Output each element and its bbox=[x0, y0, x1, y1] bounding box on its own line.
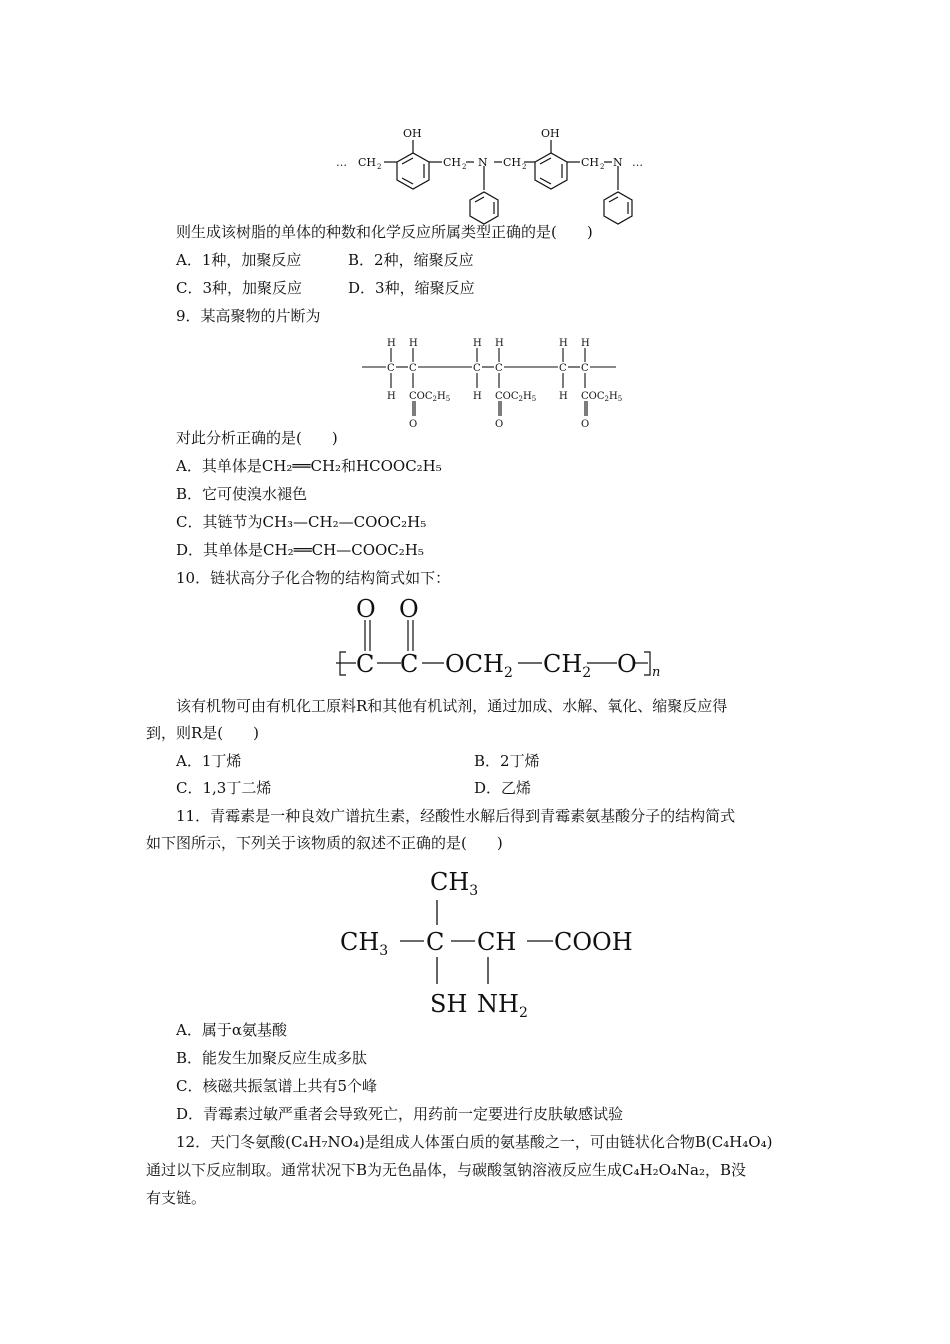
svg-text:H: H bbox=[473, 391, 482, 402]
svg-text:2: 2 bbox=[377, 163, 382, 171]
n-label: N bbox=[478, 156, 488, 169]
q10-option-c[interactable]: C．1,3丁二烯 bbox=[176, 779, 272, 797]
svg-text:O: O bbox=[617, 650, 637, 678]
q10-option-a[interactable]: A．1丁烯 bbox=[176, 752, 242, 770]
dots-label: … bbox=[336, 156, 347, 169]
svg-text:OCH2: $OCH_2$ bbox=[445, 650, 513, 681]
q9-option-c[interactable]: C．其链节为CH₃—CH₂—COOC₂H₅ bbox=[176, 513, 427, 531]
ch2-label: CH bbox=[503, 156, 522, 169]
q10-option-d[interactable]: D．乙烯 bbox=[474, 779, 532, 797]
svg-text:H: H bbox=[473, 338, 482, 349]
svg-text:n: n bbox=[652, 665, 661, 680]
svg-text:H: H bbox=[559, 338, 568, 349]
svg-text:CH: CH bbox=[477, 928, 517, 956]
q11-option-c[interactable]: C．核磁共振氢谱上共有5个峰 bbox=[176, 1077, 378, 1095]
q11-option-d[interactable]: D．青霉素过敏严重者会导致死亡，用药前一定要进行皮肤敏感试验 bbox=[176, 1105, 624, 1123]
q8-question: 则生成该树脂的单体的种数和化学反应所属类型正确的是( ) bbox=[176, 223, 593, 241]
q9-option-a[interactable]: A．其单体是CH₂══CH₂和HCOOC₂H₅ bbox=[176, 457, 442, 475]
svg-text:COC2H5: $COC_2H_5$ bbox=[409, 391, 451, 403]
q12-line1: 12．天门冬氨酸(C₄H₇NO₄)是组成人体蛋白质的氨基酸之一，可由链状化合物B(C₄H₄O₄) bbox=[176, 1133, 773, 1151]
svg-text:SH: SH bbox=[430, 990, 468, 1018]
q11-stem-line2: 如下图所示，下列关于该物质的叙述不正确的是( ) bbox=[146, 834, 503, 852]
svg-text:COC2H5: $COC_2H_5$ bbox=[581, 391, 623, 403]
svg-text:H: H bbox=[387, 338, 396, 349]
ch2-label: CH bbox=[581, 156, 600, 169]
svg-text:O: O bbox=[409, 419, 418, 430]
q8-option-d[interactable]: D．3种，缩聚反应 bbox=[348, 279, 475, 297]
n-label: N bbox=[613, 156, 623, 169]
svg-text:C: C bbox=[559, 363, 567, 374]
svg-text:CH3: $CH_3$ bbox=[340, 928, 389, 959]
svg-text:2: 2 bbox=[522, 163, 527, 171]
svg-text:C: C bbox=[426, 928, 445, 956]
svg-text:2: 2 bbox=[600, 163, 605, 171]
svg-text:O: O bbox=[356, 595, 376, 623]
svg-text:C: C bbox=[581, 363, 589, 374]
svg-text:H: H bbox=[495, 338, 504, 349]
svg-text:H: H bbox=[559, 391, 568, 402]
dots-label: … bbox=[632, 156, 643, 169]
q8-option-b[interactable]: B．2种，缩聚反应 bbox=[348, 251, 474, 269]
q10-stem-line2: 到，则R是( ) bbox=[146, 724, 259, 742]
q11-option-a[interactable]: A．属于α氨基酸 bbox=[176, 1021, 287, 1039]
q9-option-d[interactable]: D．其单体是CH₂══CH—COOC₂H₅ bbox=[176, 541, 424, 559]
q10-option-b[interactable]: B．2丁烯 bbox=[474, 752, 540, 770]
svg-text:C: C bbox=[409, 363, 417, 374]
q8-option-a[interactable]: A．1种，加聚反应 bbox=[176, 251, 302, 269]
q8-option-c[interactable]: C．3种，加聚反应 bbox=[176, 279, 303, 297]
svg-text:NH2: $NH_2$ bbox=[477, 990, 528, 1021]
oh-label: OH bbox=[541, 127, 560, 140]
svg-text:H: H bbox=[581, 338, 590, 349]
svg-text:C: C bbox=[387, 363, 395, 374]
svg-text:O: O bbox=[399, 595, 419, 623]
svg-text:H: H bbox=[409, 338, 418, 349]
svg-text:C: C bbox=[356, 650, 375, 678]
ch2-label: CH bbox=[358, 156, 377, 169]
q9-question: 对此分析正确的是( ) bbox=[176, 429, 338, 447]
q12-line3: 有支链。 bbox=[146, 1189, 207, 1207]
q11-option-b[interactable]: B．能发生加聚反应生成多肽 bbox=[176, 1049, 368, 1067]
svg-text:2: 2 bbox=[462, 163, 467, 171]
svg-text:C: C bbox=[473, 363, 481, 374]
svg-text:O: O bbox=[495, 419, 504, 430]
q10-title: 10．链状高分子化合物的结构简式如下： bbox=[176, 569, 451, 587]
oh-label: OH bbox=[403, 127, 422, 140]
svg-text:CH2: $CH_2$ bbox=[543, 650, 592, 681]
q9-option-b[interactable]: B．它可使溴水褪色 bbox=[176, 485, 308, 503]
svg-text:COOH: COOH bbox=[554, 928, 633, 956]
svg-text:C: C bbox=[400, 650, 419, 678]
q10-stem-line1: 该有机物可由有机化工原料R和其他有机试剂，通过加成、水解、氧化、缩聚反应得 bbox=[176, 697, 728, 715]
svg-text:CH3: $CH_3$ bbox=[430, 868, 479, 899]
q11-stem-line1: 11．青霉素是一种良效广谱抗生素，经酸性水解后得到青霉素氨基酸分子的结构简式 bbox=[176, 807, 736, 825]
q12-line2: 通过以下反应制取。通常状况下B为无色晶体，与碳酸氢钠溶液反应生成C₄H₂O₄Na₂，B没 bbox=[146, 1161, 747, 1179]
svg-text:H: H bbox=[387, 391, 396, 402]
svg-text:C: C bbox=[495, 363, 503, 374]
ch2-label: CH bbox=[443, 156, 462, 169]
q9-title: 9．某高聚物的片断为 bbox=[176, 307, 321, 325]
svg-text:O: O bbox=[581, 419, 590, 430]
svg-text:COC2H5: $COC_2H_5$ bbox=[495, 391, 537, 403]
